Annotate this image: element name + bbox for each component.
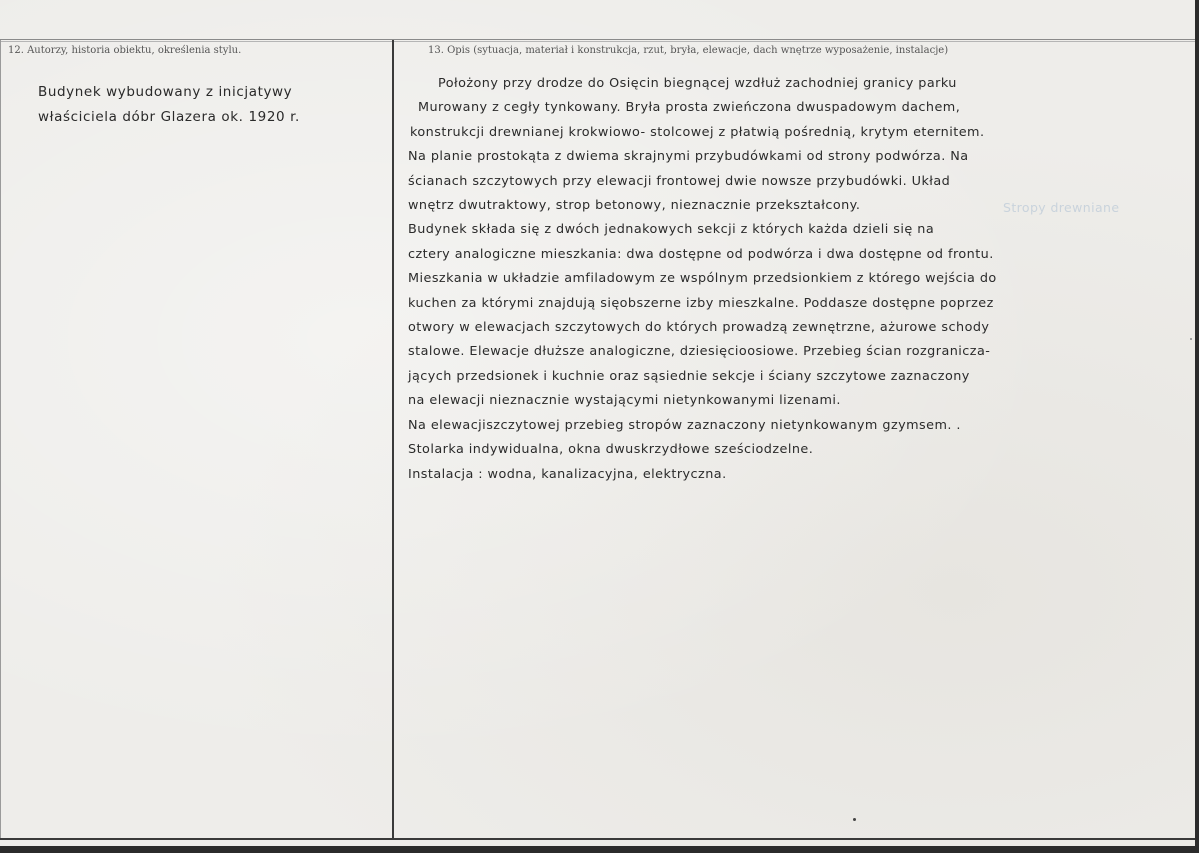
description-line: Instalacja : wodna, kanalizacyjna, elektryczna.: [408, 466, 727, 482]
history-text: [38, 80, 378, 130]
description-line: cztery analogiczne mieszkania: dwa dostępne od podwórza i dwa dostępne od frontu.: [408, 246, 994, 262]
paper-speck: [1190, 338, 1192, 340]
field-12-label: 12. Autorzy, historia obiektu, określenia stylu.: [8, 45, 242, 56]
description-line: kuchen za którymi znajdują sięobszerne izby mieszkalne. Poddasze dostępne poprzez: [408, 295, 994, 311]
description-line: jących przedsionek i kuchnie oraz sąsiednie sekcje i ściany szczytowe zaznaczony: [408, 368, 970, 384]
description-line: Na elewacjiszczytowej przebieg stropów zaznaczony nietynkowanym gzymsem. .: [408, 417, 961, 433]
description-line: otwory w elewacjach szczytowych do których prowadzą zewnętrzne, ażurowe schody: [408, 320, 990, 336]
description-line: konstrukcji drewnianej krokwiowo- stolcowej z płatwią pośrednią, krytym eternitem.: [410, 124, 985, 140]
description-line: Budynek składa się z dwóch jednakowych sekcji z których każda dzieli się na: [408, 222, 935, 238]
description-line: Na planie prostokąta z dwiema skrajnymi przybudówkami od strony podwórza. Na: [408, 149, 969, 165]
top-rule-secondary: [0, 41, 1195, 42]
history-line: Budynek wybudowany z inicjatywy: [38, 84, 293, 100]
description-line: stalowe. Elewacje dłuższe analogiczne, dziesięcioosiowe. Przebieg ścian rozgranicza-: [408, 344, 991, 360]
description-line: na elewacji nieznacznie wystającymi nietynkowanymi lizenami.: [408, 393, 841, 409]
top-rule: [0, 39, 1195, 40]
description-line: Położony przy drodze do Osięcin biegnącej wzdłuż zachodniej granicy parku: [438, 76, 957, 91]
field-13-label: 13. Opis (sytuacja, materiał i konstrukcja, rzut, bryła, elewacje, dach wnętrze wyposażenie, instalacje): [428, 45, 949, 56]
description-text: [408, 72, 1188, 487]
description-line: Stolarka indywidualna, okna dwuskrzydłowe sześciodzelne.: [408, 442, 814, 458]
erased-note: Stropy drewniane: [1003, 200, 1120, 215]
paper-speck: [853, 818, 856, 821]
description-line: Murowany z cegły tynkowany. Bryła prosta zwieńczona dwuspadowym dachem,: [418, 100, 961, 116]
description-line: Mieszkania w układzie amfiladowym ze wspólnym przedsionkiem z którego wejścia do: [408, 271, 997, 287]
left-rule: [0, 40, 1, 838]
bottom-rule: [0, 838, 1195, 840]
description-line: wnętrz dwutraktowy, strop betonowy, nieznacznie przekształcony.: [408, 198, 861, 214]
history-line: właściciela dóbr Glazera ok. 1920 r.: [38, 109, 300, 125]
description-line: ścianach szczytowych przy elewacji frontowej dwie nowsze przybudówki. Układ: [408, 173, 951, 189]
column-divider: [392, 40, 394, 838]
